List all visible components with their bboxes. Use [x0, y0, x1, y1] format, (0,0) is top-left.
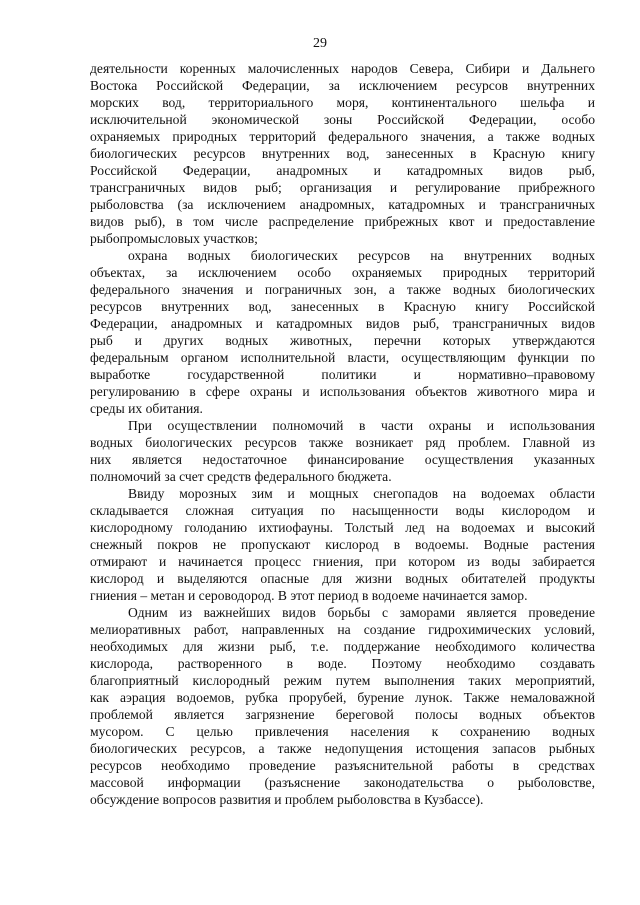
text-line: охрана водных биологических ресурсов на внутренних водных: [128, 248, 595, 263]
text-line: массовой информации (разъяснение законодательства о рыболовстве,: [90, 775, 595, 790]
text-line: охраняемых природных территорий федерального значения, а также водных: [90, 129, 595, 144]
paragraph: [90, 485, 595, 604]
text-line: регулированию в сфере охраны и использования объектов животного мира и: [90, 384, 595, 399]
text-line: как аэрация водоемов, рубка прорубей, бурение лунок. Также немаловажной: [90, 690, 595, 705]
paragraph: [90, 60, 595, 247]
text-line: видов рыб), в том числе распределение прибрежных квот и предоставление: [90, 214, 595, 229]
text-line: Российской Федерации, анадромных и катадромных видов рыб,: [90, 163, 595, 178]
text-line: федеральным органом исполнительной власти, осуществляющим функции по: [90, 350, 595, 365]
text-line: биологических ресурсов, а также недопущения истощения запасов рыбных: [90, 741, 595, 756]
text-line: ресурсов внутренних вод, занесенных в Красную книгу Российской: [90, 299, 595, 314]
text-line: снежный покров не пропускают кислород в водоемы. Водные растения: [90, 537, 595, 552]
text-line: водных биологических ресурсов также возникает ряд проблем. Главной из: [90, 435, 595, 450]
text-line: рыболовства (за исключением анадромных, катадромных и трансграничных: [90, 197, 595, 212]
text-line: мусором. С целью привлечения населения к сохранению водных: [90, 724, 595, 739]
text-line: проблемой является загрязнение береговой полосы водных объектов: [90, 707, 595, 722]
text-line: деятельности коренных малочисленных народов Севера, Сибири и Дальнего: [90, 61, 595, 76]
text-line: рыбопромысловых участков;: [90, 231, 258, 246]
text-line: Федерации, анадромных и катадромных видов рыб, трансграничных видов: [90, 316, 595, 331]
text-line: отмирают и начинается процесс гниения, при котором из воды забирается: [90, 554, 595, 569]
page-number: 29: [313, 36, 327, 51]
text-line: трансграничных видов рыб; организация и регулирование прибрежного: [90, 180, 595, 195]
text-line: Одним из важнейших видов борьбы с заморами является проведение: [128, 605, 595, 620]
text-line: Востока Российской Федерации, за исключением ресурсов внутренних: [90, 78, 595, 93]
text-line: рыб и других водных животных, перечни которых утверждаются: [90, 333, 595, 348]
paragraph: [90, 604, 595, 808]
text-line: необходимых для жизни рыб, т.е. поддержание необходимого количества: [90, 639, 595, 654]
text-line: федерального значения и пограничных зон, а также водных биологических: [90, 282, 595, 297]
text-line: полномочий за счет средств федерального бюджета.: [90, 469, 392, 484]
text-line: складывается сложная ситуация по насыщенности воды кислородом и: [90, 503, 595, 518]
text-line: гниения – метан и сероводород. В этот период в водоеме начинается замор.: [90, 588, 528, 603]
paragraph: [90, 417, 595, 485]
paragraph: [90, 247, 595, 417]
text-line: При осуществлении полномочий в части охраны и использования: [128, 418, 595, 433]
text-line: объектах, за исключением особо охраняемых природных территорий: [90, 265, 595, 280]
text-line: морских вод, территориального моря, континентального шельфа и: [90, 95, 595, 110]
text-line: благоприятный кислородный режим путем выполнения таких мероприятий,: [90, 673, 595, 688]
text-line: исключительной экономической зоны Российской Федерации, особо: [90, 112, 595, 127]
document-body: [90, 60, 595, 808]
text-line: них является недостаточное финансирование осуществления указанных: [90, 452, 595, 467]
text-line: Ввиду морозных зим и мощных снегопадов на водоемах области: [128, 486, 595, 501]
text-line: кислородному голоданию ихтиофауны. Толстый лед на водоемах и высокий: [90, 520, 595, 535]
text-line: ресурсов необходимо проведение разъяснительной работы в средствах: [90, 758, 595, 773]
text-line: кислорода, растворенного в воде. Поэтому необходимо создавать: [90, 656, 595, 671]
text-line: выработке государственной политики и нормативно–правовому: [90, 367, 595, 382]
text-line: обсуждение вопросов развития и проблем рыболовства в Кузбассе).: [90, 792, 484, 807]
text-line: среды их обитания.: [90, 401, 203, 416]
text-line: биологических ресурсов внутренних вод, занесенных в Красную книгу: [90, 146, 595, 161]
text-line: мелиоративных работ, направленных на создание гидрохимических условий,: [90, 622, 595, 637]
text-line: кислород и выделяются опасные для жизни водных обитателей продукты: [90, 571, 595, 586]
